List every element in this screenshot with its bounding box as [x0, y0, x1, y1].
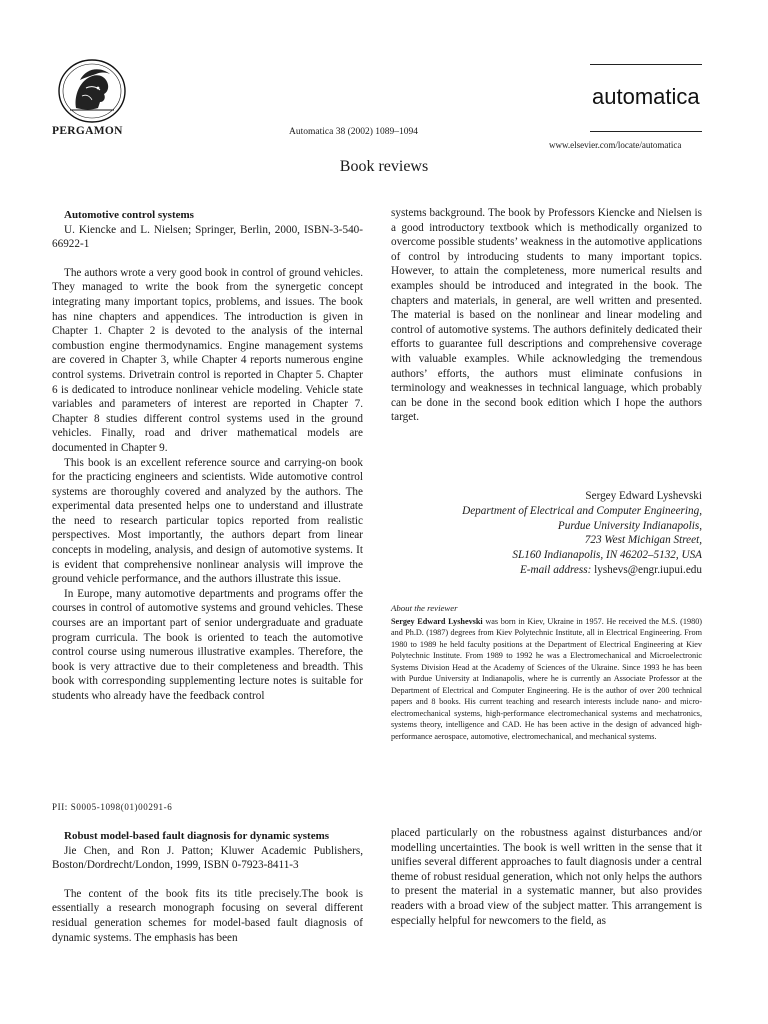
review2-bibliography: Jie Chen, and Ron J. Patton; Kluwer Academic Publishers, Boston/Dordrecht/London, 1999, ISBN 0-7923-8411-3	[52, 844, 363, 872]
email-label: E-mail address:	[519, 563, 592, 576]
journal-url[interactable]: www.elsevier.com/locate/automatica	[549, 140, 682, 150]
review1-paragraph: The authors wrote a very good book in control of ground vehicles. They managed to write the book from the synergetic concept integrating many important topics, problems, and issues. The book has nine chapters and appendices. The introduction is given in Chapter 1. Chapter 2 is devoted to the analysis of the internal combustion engine thermodynamics. Engine management systems are covered in Chapter 3, while Chapter 4 reports numerous engine control systems. Drivetrain control is reported in Chapter 5. Chapter 6 is dedicated to introduce nonlinear vehicle modeling. Vehicle state variables and parameters of interest are reported in Chapter 7. Chapter 8 studies different control systems used in the ground vehicles. Finally, road and driver mathematical models are documented in Chapter 9.	[52, 266, 363, 454]
review2-title: Robust model-based fault diagnosis for dynamic systems	[64, 830, 330, 842]
review1-paragraph: This book is an excellent reference source and carrying-on book for the practicing engineers and scientists. Wide automotive control systems are thoroughly covered and analyzed by the authors. The experimental data presented helps one to understand and illustrate the need to research particular topics reported from realistic perspectives. Most importantly, the authors depart from linear concepts in modeling, analysis, and design of automotive systems. It is evident that comprehensive nonlinear analysis will improve the ground vehicle performance, and the authors illustrate this issue.	[52, 456, 363, 586]
pergamon-athena-head-icon	[56, 58, 128, 124]
journal-citation: Automatica 38 (2002) 1089–1094	[289, 127, 419, 137]
reviewer-street: 723 West Michigan Street,	[584, 534, 702, 547]
pergamon-logo	[56, 58, 128, 124]
reviewer-email[interactable]: lyshevs@engr.iupui.edu	[594, 563, 702, 576]
journal-rule-top	[590, 64, 702, 65]
review1-right-column	[391, 206, 702, 425]
review1-title: Automotive control systems	[64, 209, 194, 221]
about-reviewer	[391, 603, 702, 742]
review2-left-column	[52, 829, 363, 945]
reviewer-city: SL160 Indianapolis, IN 46202–5132, USA	[512, 549, 702, 562]
about-reviewer-bio: was born in Kiev, Ukraine in 1957. He received the M.S. (1980) and Ph.D. (1987) degrees from Kiev Polytechnic Institute, all in Electrical Engineering. From 1980 to 1989 he held faculty positions at the Department of Electrical Engineering at Kiev Polytechnic Institute. From 1989 to 1992 he was a Electromechanical and Microelectronic Systems Division Head at the Academy of Sciences of the Ukraine. Since 1993 he has been with Purdue University at Indianapolis, where he is currently an Associate Professor at the Department of Electrical and Computer Engineering. He is the author of over 200 technical papers and 8 books. His current teaching and research interests include nano- and micro-electromechanical systems, high-performance electromechanical systems and mechatronics, systems theory, intelligence and CAD. He has been active in the design of advanced high-performance aerospace, automotive, electromechanical, and mechanical systems.	[391, 616, 703, 741]
review1-left-column	[52, 208, 363, 704]
about-reviewer-heading: About the reviewer	[391, 603, 458, 613]
review1-paragraph: In Europe, many automotive departments and programs offer the courses in control of automotive systems and ground vehicles. These courses are an important part of senior undergraduate and graduate program curricula. The book is oriented to teach the automotive control course using numerous illustrative examples. Therefore, the book is very attractive due to their completeness and breadth. This book with corresponding supplementing lecture notes is suitable for students who already have the feedback control	[52, 587, 363, 702]
reviewer-email-line	[391, 563, 702, 578]
publisher-name: PERGAMON	[52, 125, 123, 137]
review2-right-column	[391, 826, 702, 928]
reviewer-university: Purdue University Indianapolis,	[557, 519, 702, 532]
review1-paragraph: systems background. The book by Professors Kiencke and Nielsen is a good introductory textbook which is methodically organized to overcome possible students’ weakness in the automotive applications of control by introducing students to many important topics. However, to attain the completeness, more numerical results and examples should be introduced and integrated in the book. The chapters and materials, in general, are well written and presented. The material is based on the nonlinear and linear modeling and control of automotive systems. The authors definitely dedicated their efforts to guarantee full descriptions and comprehensive coverage with valuable examples. While acknowledging the tremendous authors’ efforts, the authors must eliminate confusions in terminology and weaknesses in technical language, which probably can be done in the second book edition which I hope the authors target.	[391, 207, 702, 424]
reviewer-name: Sergey Edward Lyshevski	[585, 490, 702, 502]
about-reviewer-text	[391, 616, 702, 743]
reviewer-signature	[391, 489, 702, 578]
reviewer-department: Department of Electrical and Computer Engineering,	[462, 504, 702, 517]
journal-rule-bottom	[590, 131, 702, 132]
journal-name: automatica	[592, 84, 700, 109]
about-reviewer-name: Sergey Edward Lyshevski	[391, 616, 483, 626]
review2-paragraph: The content of the book fits its title precisely.The book is essentially a research monograph focusing on several different residual generation schemes for model-based fault diagnosis of dynamic systems. The emphasis has been	[52, 887, 363, 944]
review2-paragraph: placed particularly on the robustness against disturbances and/or modelling uncertainties. The book is well written in the sense that it unifies several different approaches to fault diagnosis under a central theme of robust residual generation, which not only helps the authors to present the material in a systematic manner, but also provides readers with a broad view of the subject matter. This arrangement is especially helpful for newcomers to the field, as	[391, 827, 702, 927]
review1-bibliography: U. Kiencke and L. Nielsen; Springer, Berlin, 2000, ISBN-3-540-66922-1	[52, 223, 363, 251]
pii-identifier: PII: S0005-1098(01)00291-6	[52, 802, 173, 812]
section-title: Book reviews	[339, 158, 429, 175]
